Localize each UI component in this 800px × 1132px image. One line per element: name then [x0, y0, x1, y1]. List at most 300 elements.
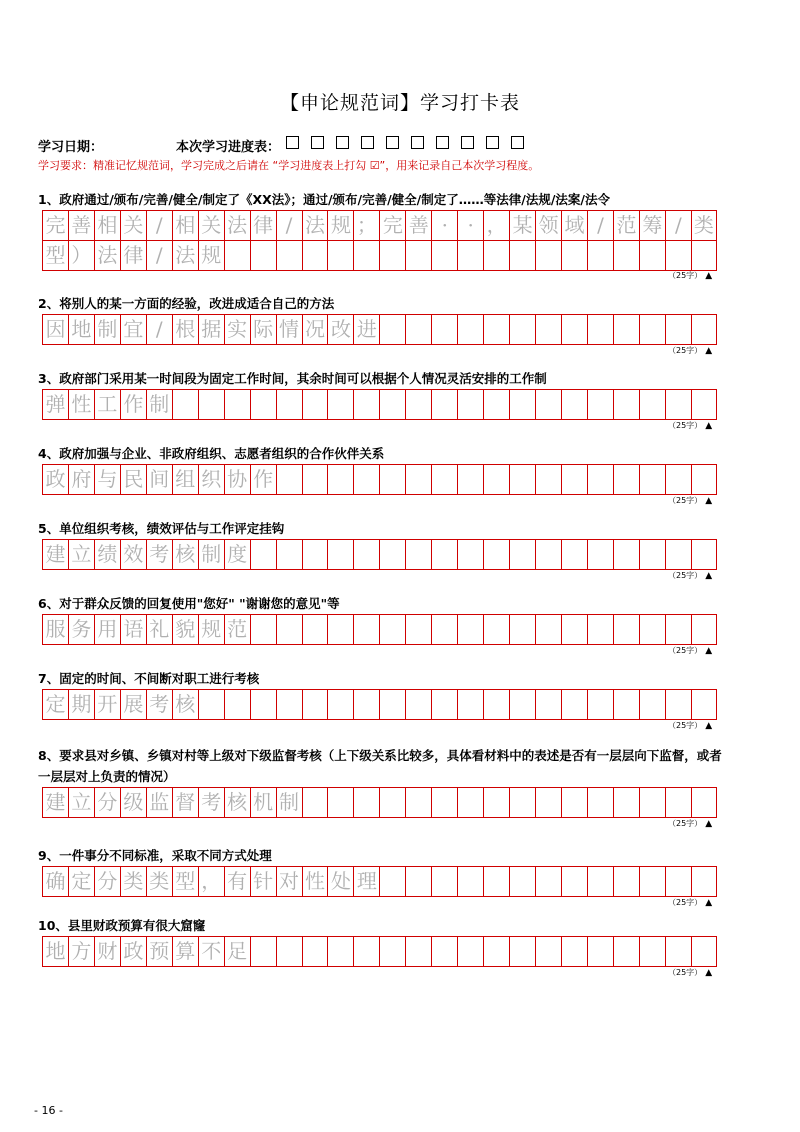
grid-cell[interactable] — [561, 867, 587, 896]
grid-cell[interactable] — [483, 315, 509, 344]
grid-cell[interactable] — [302, 788, 328, 817]
grid-cell[interactable]: 期 — [68, 690, 94, 719]
grid-cell[interactable]: 确 — [42, 867, 68, 896]
grid-cell[interactable] — [250, 540, 276, 569]
grid-cell[interactable] — [457, 465, 483, 494]
grid-cell[interactable]: 考 — [146, 690, 172, 719]
grid-cell[interactable] — [379, 788, 405, 817]
grid-cell[interactable]: 制 — [198, 540, 224, 569]
grid-cell[interactable]: ， — [483, 211, 509, 240]
grid-cell[interactable]: 府 — [68, 465, 94, 494]
grid-cell[interactable]: 完 — [42, 211, 68, 240]
grid-cell[interactable] — [302, 241, 328, 270]
grid-cell[interactable]: 型 — [42, 241, 68, 270]
grid-cell[interactable]: 间 — [146, 465, 172, 494]
grid-cell[interactable]: 据 — [198, 315, 224, 344]
grid-cell[interactable]: 实 — [224, 315, 250, 344]
grid-cell[interactable]: 性 — [302, 867, 328, 896]
grid-cell[interactable] — [276, 690, 302, 719]
grid-cell[interactable] — [639, 937, 665, 966]
grid-cell[interactable]: ； — [353, 211, 379, 240]
progress-checkbox[interactable] — [486, 136, 499, 149]
grid-cell[interactable]: ， — [198, 867, 224, 896]
grid-cell[interactable] — [509, 540, 535, 569]
grid-cell[interactable]: 政 — [42, 465, 68, 494]
grid-cell[interactable] — [431, 788, 457, 817]
grid-cell[interactable] — [561, 540, 587, 569]
progress-checkbox[interactable] — [436, 136, 449, 149]
grid-cell[interactable] — [431, 465, 457, 494]
grid-cell[interactable] — [224, 390, 250, 419]
grid-cell[interactable] — [276, 937, 302, 966]
grid-cell[interactable]: 协 — [224, 465, 250, 494]
grid-cell[interactable] — [405, 615, 431, 644]
grid-cell[interactable]: 范 — [224, 615, 250, 644]
grid-cell[interactable]: 度 — [224, 540, 250, 569]
grid-cell[interactable] — [691, 315, 717, 344]
grid-cell[interactable]: 对 — [276, 867, 302, 896]
grid-cell[interactable] — [639, 867, 665, 896]
grid-cell[interactable]: 律 — [250, 211, 276, 240]
grid-cell[interactable] — [509, 390, 535, 419]
progress-checkbox[interactable] — [511, 136, 524, 149]
grid-cell[interactable] — [665, 615, 691, 644]
grid-cell[interactable]: 规 — [198, 615, 224, 644]
grid-cell[interactable] — [587, 690, 613, 719]
grid-cell[interactable] — [639, 390, 665, 419]
grid-cell[interactable] — [379, 465, 405, 494]
grid-cell[interactable] — [665, 465, 691, 494]
grid-cell[interactable] — [405, 315, 431, 344]
grid-cell[interactable] — [665, 390, 691, 419]
grid-cell[interactable] — [431, 315, 457, 344]
grid-cell[interactable] — [535, 315, 561, 344]
grid-cell[interactable] — [431, 615, 457, 644]
grid-cell[interactable] — [302, 540, 328, 569]
grid-cell[interactable] — [483, 690, 509, 719]
grid-cell[interactable] — [431, 690, 457, 719]
grid-cell[interactable] — [561, 615, 587, 644]
grid-cell[interactable] — [483, 241, 509, 270]
grid-cell[interactable]: 领 — [535, 211, 561, 240]
grid-cell[interactable] — [483, 615, 509, 644]
grid-cell[interactable] — [561, 390, 587, 419]
grid-cell[interactable]: 地 — [42, 937, 68, 966]
grid-cell[interactable] — [431, 540, 457, 569]
grid-cell[interactable] — [250, 390, 276, 419]
grid-cell[interactable] — [457, 315, 483, 344]
grid-cell[interactable] — [613, 788, 639, 817]
grid-cell[interactable]: 与 — [94, 465, 120, 494]
grid-cell[interactable]: 宜 — [120, 315, 146, 344]
grid-cell[interactable]: / — [276, 211, 302, 240]
grid-cell[interactable] — [509, 937, 535, 966]
grid-cell[interactable]: 进 — [353, 315, 379, 344]
grid-cell[interactable] — [353, 690, 379, 719]
grid-cell[interactable] — [691, 690, 717, 719]
grid-cell[interactable] — [379, 867, 405, 896]
grid-cell[interactable] — [483, 937, 509, 966]
grid-cell[interactable]: 民 — [120, 465, 146, 494]
progress-checkbox[interactable] — [361, 136, 374, 149]
grid-cell[interactable]: 开 — [94, 690, 120, 719]
grid-cell[interactable]: 立 — [68, 788, 94, 817]
grid-cell[interactable] — [639, 241, 665, 270]
grid-cell[interactable] — [198, 690, 224, 719]
grid-cell[interactable]: 绩 — [94, 540, 120, 569]
grid-cell[interactable]: 礼 — [146, 615, 172, 644]
grid-cell[interactable] — [353, 241, 379, 270]
grid-cell[interactable]: 政 — [120, 937, 146, 966]
grid-cell[interactable] — [457, 540, 483, 569]
grid-cell[interactable] — [353, 937, 379, 966]
grid-cell[interactable] — [665, 788, 691, 817]
grid-cell[interactable] — [639, 315, 665, 344]
grid-cell[interactable] — [379, 390, 405, 419]
grid-cell[interactable] — [431, 241, 457, 270]
progress-checkbox[interactable] — [411, 136, 424, 149]
grid-cell[interactable]: 分 — [94, 867, 120, 896]
grid-cell[interactable] — [302, 390, 328, 419]
grid-cell[interactable] — [691, 390, 717, 419]
grid-cell[interactable] — [665, 937, 691, 966]
grid-cell[interactable]: 作 — [250, 465, 276, 494]
grid-cell[interactable] — [509, 867, 535, 896]
grid-cell[interactable] — [457, 241, 483, 270]
grid-cell[interactable] — [509, 315, 535, 344]
writing-grid — [42, 936, 717, 967]
grid-cell[interactable] — [587, 937, 613, 966]
grid-cell[interactable] — [276, 540, 302, 569]
grid-cell[interactable] — [561, 690, 587, 719]
grid-cell[interactable] — [483, 788, 509, 817]
grid-cell[interactable] — [353, 540, 379, 569]
grid-cell[interactable]: 算 — [172, 937, 198, 966]
grid-cell[interactable]: 规 — [327, 211, 353, 240]
grid-cell[interactable] — [639, 465, 665, 494]
grid-cell[interactable]: 法 — [94, 241, 120, 270]
grid-cell[interactable] — [483, 390, 509, 419]
grid-cell[interactable] — [431, 867, 457, 896]
grid-cell[interactable] — [457, 390, 483, 419]
grid-cell[interactable]: 考 — [146, 540, 172, 569]
grid-cell[interactable] — [483, 540, 509, 569]
grid-cell[interactable]: 善 — [405, 211, 431, 240]
grid-cell[interactable]: 型 — [172, 867, 198, 896]
grid-cell[interactable]: 地 — [68, 315, 94, 344]
grid-cell[interactable] — [613, 615, 639, 644]
grid-cell[interactable] — [457, 937, 483, 966]
grid-cell[interactable] — [431, 937, 457, 966]
grid-cell[interactable]: 弹 — [42, 390, 68, 419]
grid-cell[interactable] — [457, 788, 483, 817]
grid-cell[interactable] — [639, 788, 665, 817]
grid-cell[interactable] — [405, 540, 431, 569]
grid-cell[interactable] — [276, 465, 302, 494]
grid-cell[interactable] — [379, 615, 405, 644]
grid-cell[interactable]: 方 — [68, 937, 94, 966]
grid-cell[interactable]: 服 — [42, 615, 68, 644]
progress-checkbox[interactable] — [286, 136, 299, 149]
grid-cell[interactable] — [509, 788, 535, 817]
grid-cell[interactable]: 核 — [172, 540, 198, 569]
grid-cell[interactable] — [302, 465, 328, 494]
grid-cell[interactable] — [405, 390, 431, 419]
grid-cell[interactable] — [509, 615, 535, 644]
grid-cell[interactable] — [665, 241, 691, 270]
grid-cell[interactable]: 建 — [42, 540, 68, 569]
grid-cell[interactable]: 性 — [68, 390, 94, 419]
grid-cell[interactable]: 机 — [250, 788, 276, 817]
grid-cell[interactable] — [587, 540, 613, 569]
char-count-text: （25字） — [668, 819, 703, 828]
grid-cell[interactable] — [665, 315, 691, 344]
grid-cell[interactable] — [639, 540, 665, 569]
grid-cell[interactable]: 类 — [146, 867, 172, 896]
grid-cell[interactable] — [691, 540, 717, 569]
grid-cell[interactable]: 务 — [68, 615, 94, 644]
grid-cell[interactable]: / — [146, 241, 172, 270]
grid-cell[interactable]: 某 — [509, 211, 535, 240]
grid-cell[interactable] — [405, 937, 431, 966]
grid-cell[interactable] — [535, 867, 561, 896]
grid-cell[interactable]: 处 — [327, 867, 353, 896]
grid-cell[interactable] — [224, 690, 250, 719]
grid-cell[interactable] — [665, 690, 691, 719]
grid-cell[interactable]: 律 — [120, 241, 146, 270]
grid-cell[interactable] — [250, 615, 276, 644]
grid-cell[interactable] — [457, 867, 483, 896]
grid-cell[interactable] — [379, 937, 405, 966]
grid-cell[interactable] — [613, 390, 639, 419]
grid-cell[interactable] — [302, 690, 328, 719]
grid-cell[interactable]: 定 — [42, 690, 68, 719]
grid-cell[interactable]: 关 — [120, 211, 146, 240]
grid-cell[interactable] — [405, 465, 431, 494]
grid-cell[interactable]: 制 — [94, 315, 120, 344]
grid-cell[interactable]: 情 — [276, 315, 302, 344]
grid-cell[interactable]: / — [146, 211, 172, 240]
grid-cell[interactable]: 织 — [198, 465, 224, 494]
grid-cell[interactable] — [327, 390, 353, 419]
grid-cell[interactable]: 针 — [250, 867, 276, 896]
grid-cell[interactable] — [327, 465, 353, 494]
grid-cell[interactable]: 法 — [172, 241, 198, 270]
grid-cell[interactable] — [587, 867, 613, 896]
progress-checkbox[interactable] — [336, 136, 349, 149]
grid-cell[interactable] — [379, 690, 405, 719]
grid-cell[interactable] — [665, 540, 691, 569]
grid-cell[interactable] — [172, 390, 198, 419]
grid-cell[interactable]: 貌 — [172, 615, 198, 644]
grid-cell[interactable] — [327, 615, 353, 644]
grid-cell[interactable] — [431, 390, 457, 419]
writing-grid — [42, 866, 717, 897]
grid-cell[interactable] — [327, 690, 353, 719]
grid-cell[interactable] — [535, 241, 561, 270]
grid-cell[interactable]: 法 — [302, 211, 328, 240]
grid-cell[interactable] — [353, 788, 379, 817]
grid-cell[interactable]: 类 — [691, 211, 717, 240]
grid-cell[interactable] — [276, 615, 302, 644]
grid-cell[interactable] — [691, 867, 717, 896]
grid-cell[interactable]: 制 — [146, 390, 172, 419]
grid-cell[interactable] — [587, 615, 613, 644]
grid-cell[interactable] — [613, 465, 639, 494]
grid-cell[interactable] — [483, 465, 509, 494]
progress-checkbox[interactable] — [386, 136, 399, 149]
grid-cell[interactable]: 规 — [198, 241, 224, 270]
grid-cell[interactable]: 际 — [250, 315, 276, 344]
grid-cell[interactable]: 语 — [120, 615, 146, 644]
grid-cell[interactable] — [353, 465, 379, 494]
grid-cell[interactable] — [509, 241, 535, 270]
grid-cell[interactable] — [327, 241, 353, 270]
grid-cell[interactable]: 相 — [172, 211, 198, 240]
progress-checkbox[interactable] — [461, 136, 474, 149]
grid-cell[interactable] — [665, 867, 691, 896]
grid-cell[interactable] — [613, 690, 639, 719]
grid-cell[interactable]: / — [146, 315, 172, 344]
grid-cell[interactable] — [587, 788, 613, 817]
grid-cell[interactable]: 法 — [224, 211, 250, 240]
grid-cell[interactable] — [535, 615, 561, 644]
grid-cell[interactable] — [587, 465, 613, 494]
grid-cell[interactable]: 预 — [146, 937, 172, 966]
grid-cell[interactable] — [535, 690, 561, 719]
grid-cell[interactable]: 理 — [353, 867, 379, 896]
grid-cell[interactable] — [535, 465, 561, 494]
grid-cell[interactable] — [405, 788, 431, 817]
grid-cell[interactable] — [302, 615, 328, 644]
grid-cell[interactable] — [639, 615, 665, 644]
grid-cell[interactable] — [379, 540, 405, 569]
grid-cell[interactable] — [535, 540, 561, 569]
grid-cell[interactable]: 制 — [276, 788, 302, 817]
grid-cell[interactable]: 工 — [94, 390, 120, 419]
grid-cell[interactable]: 展 — [120, 690, 146, 719]
grid-cell[interactable]: 改 — [327, 315, 353, 344]
grid-cell[interactable]: 不 — [198, 937, 224, 966]
grid-cell[interactable] — [405, 241, 431, 270]
grid-cell[interactable] — [691, 937, 717, 966]
grid-cell[interactable]: · — [457, 211, 483, 240]
grid-cell[interactable] — [613, 867, 639, 896]
grid-cell[interactable] — [327, 540, 353, 569]
grid-cell[interactable]: 分 — [94, 788, 120, 817]
grid-cell[interactable]: 立 — [68, 540, 94, 569]
grid-cell[interactable] — [405, 690, 431, 719]
grid-cell[interactable] — [302, 937, 328, 966]
grid-cell[interactable] — [691, 788, 717, 817]
grid-cell[interactable] — [561, 937, 587, 966]
grid-cell[interactable] — [639, 690, 665, 719]
grid-cell[interactable] — [691, 241, 717, 270]
grid-cell[interactable]: 完 — [379, 211, 405, 240]
grid-cell[interactable] — [613, 241, 639, 270]
grid-cell[interactable]: 核 — [224, 788, 250, 817]
grid-cell[interactable] — [613, 540, 639, 569]
grid-cell[interactable] — [691, 465, 717, 494]
grid-cell[interactable]: 组 — [172, 465, 198, 494]
grid-cell[interactable]: 筹 — [639, 211, 665, 240]
grid-cell[interactable]: 善 — [68, 211, 94, 240]
grid-cell[interactable]: 足 — [224, 937, 250, 966]
grid-cell[interactable] — [353, 390, 379, 419]
grid-cell[interactable] — [250, 690, 276, 719]
grid-cell[interactable] — [353, 615, 379, 644]
grid-cell[interactable]: 域 — [561, 211, 587, 240]
grid-cell[interactable]: 考 — [198, 788, 224, 817]
grid-cell[interactable] — [613, 315, 639, 344]
grid-cell[interactable]: 效 — [120, 540, 146, 569]
grid-cell[interactable]: 核 — [172, 690, 198, 719]
grid-cell[interactable]: 况 — [302, 315, 328, 344]
grid-cell[interactable] — [327, 937, 353, 966]
grid-cell[interactable]: 督 — [172, 788, 198, 817]
grid-cell[interactable] — [561, 241, 587, 270]
grid-cell[interactable] — [691, 615, 717, 644]
grid-cell[interactable]: 用 — [94, 615, 120, 644]
grid-cell[interactable]: 财 — [94, 937, 120, 966]
grid-cell[interactable] — [613, 937, 639, 966]
grid-cell[interactable]: 监 — [146, 788, 172, 817]
grid-cell[interactable] — [198, 390, 224, 419]
grid-cell[interactable]: 定 — [68, 867, 94, 896]
grid-cell[interactable] — [250, 937, 276, 966]
grid-cell[interactable]: 级 — [120, 788, 146, 817]
grid-cell[interactable] — [535, 937, 561, 966]
grid-cell[interactable] — [379, 241, 405, 270]
progress-checkbox[interactable] — [311, 136, 324, 149]
grid-cell[interactable] — [561, 315, 587, 344]
grid-row — [42, 464, 717, 495]
grid-cell[interactable]: 根 — [172, 315, 198, 344]
grid-cell[interactable]: 有 — [224, 867, 250, 896]
grid-cell[interactable] — [276, 390, 302, 419]
grid-cell[interactable] — [250, 241, 276, 270]
grid-cell[interactable]: 作 — [120, 390, 146, 419]
grid-cell[interactable] — [457, 615, 483, 644]
grid-cell[interactable] — [509, 690, 535, 719]
grid-cell[interactable] — [535, 390, 561, 419]
grid-cell[interactable] — [276, 241, 302, 270]
grid-cell[interactable]: · — [431, 211, 457, 240]
grid-cell[interactable]: ） — [68, 241, 94, 270]
grid-cell[interactable] — [327, 788, 353, 817]
grid-cell[interactable]: 类 — [120, 867, 146, 896]
grid-cell[interactable] — [483, 867, 509, 896]
grid-cell[interactable]: 关 — [198, 211, 224, 240]
grid-cell[interactable] — [535, 788, 561, 817]
grid-cell[interactable] — [405, 867, 431, 896]
grid-cell[interactable] — [224, 241, 250, 270]
grid-cell[interactable]: / — [587, 211, 613, 240]
grid-cell[interactable] — [587, 315, 613, 344]
grid-cell[interactable]: 因 — [42, 315, 68, 344]
grid-cell[interactable] — [587, 390, 613, 419]
grid-cell[interactable]: 范 — [613, 211, 639, 240]
grid-cell[interactable] — [561, 788, 587, 817]
grid-cell[interactable]: 相 — [94, 211, 120, 240]
grid-cell[interactable] — [561, 465, 587, 494]
grid-cell[interactable]: 建 — [42, 788, 68, 817]
grid-cell[interactable] — [379, 315, 405, 344]
grid-cell[interactable]: / — [665, 211, 691, 240]
grid-cell[interactable] — [587, 241, 613, 270]
grid-cell[interactable] — [509, 465, 535, 494]
grid-cell[interactable] — [457, 690, 483, 719]
